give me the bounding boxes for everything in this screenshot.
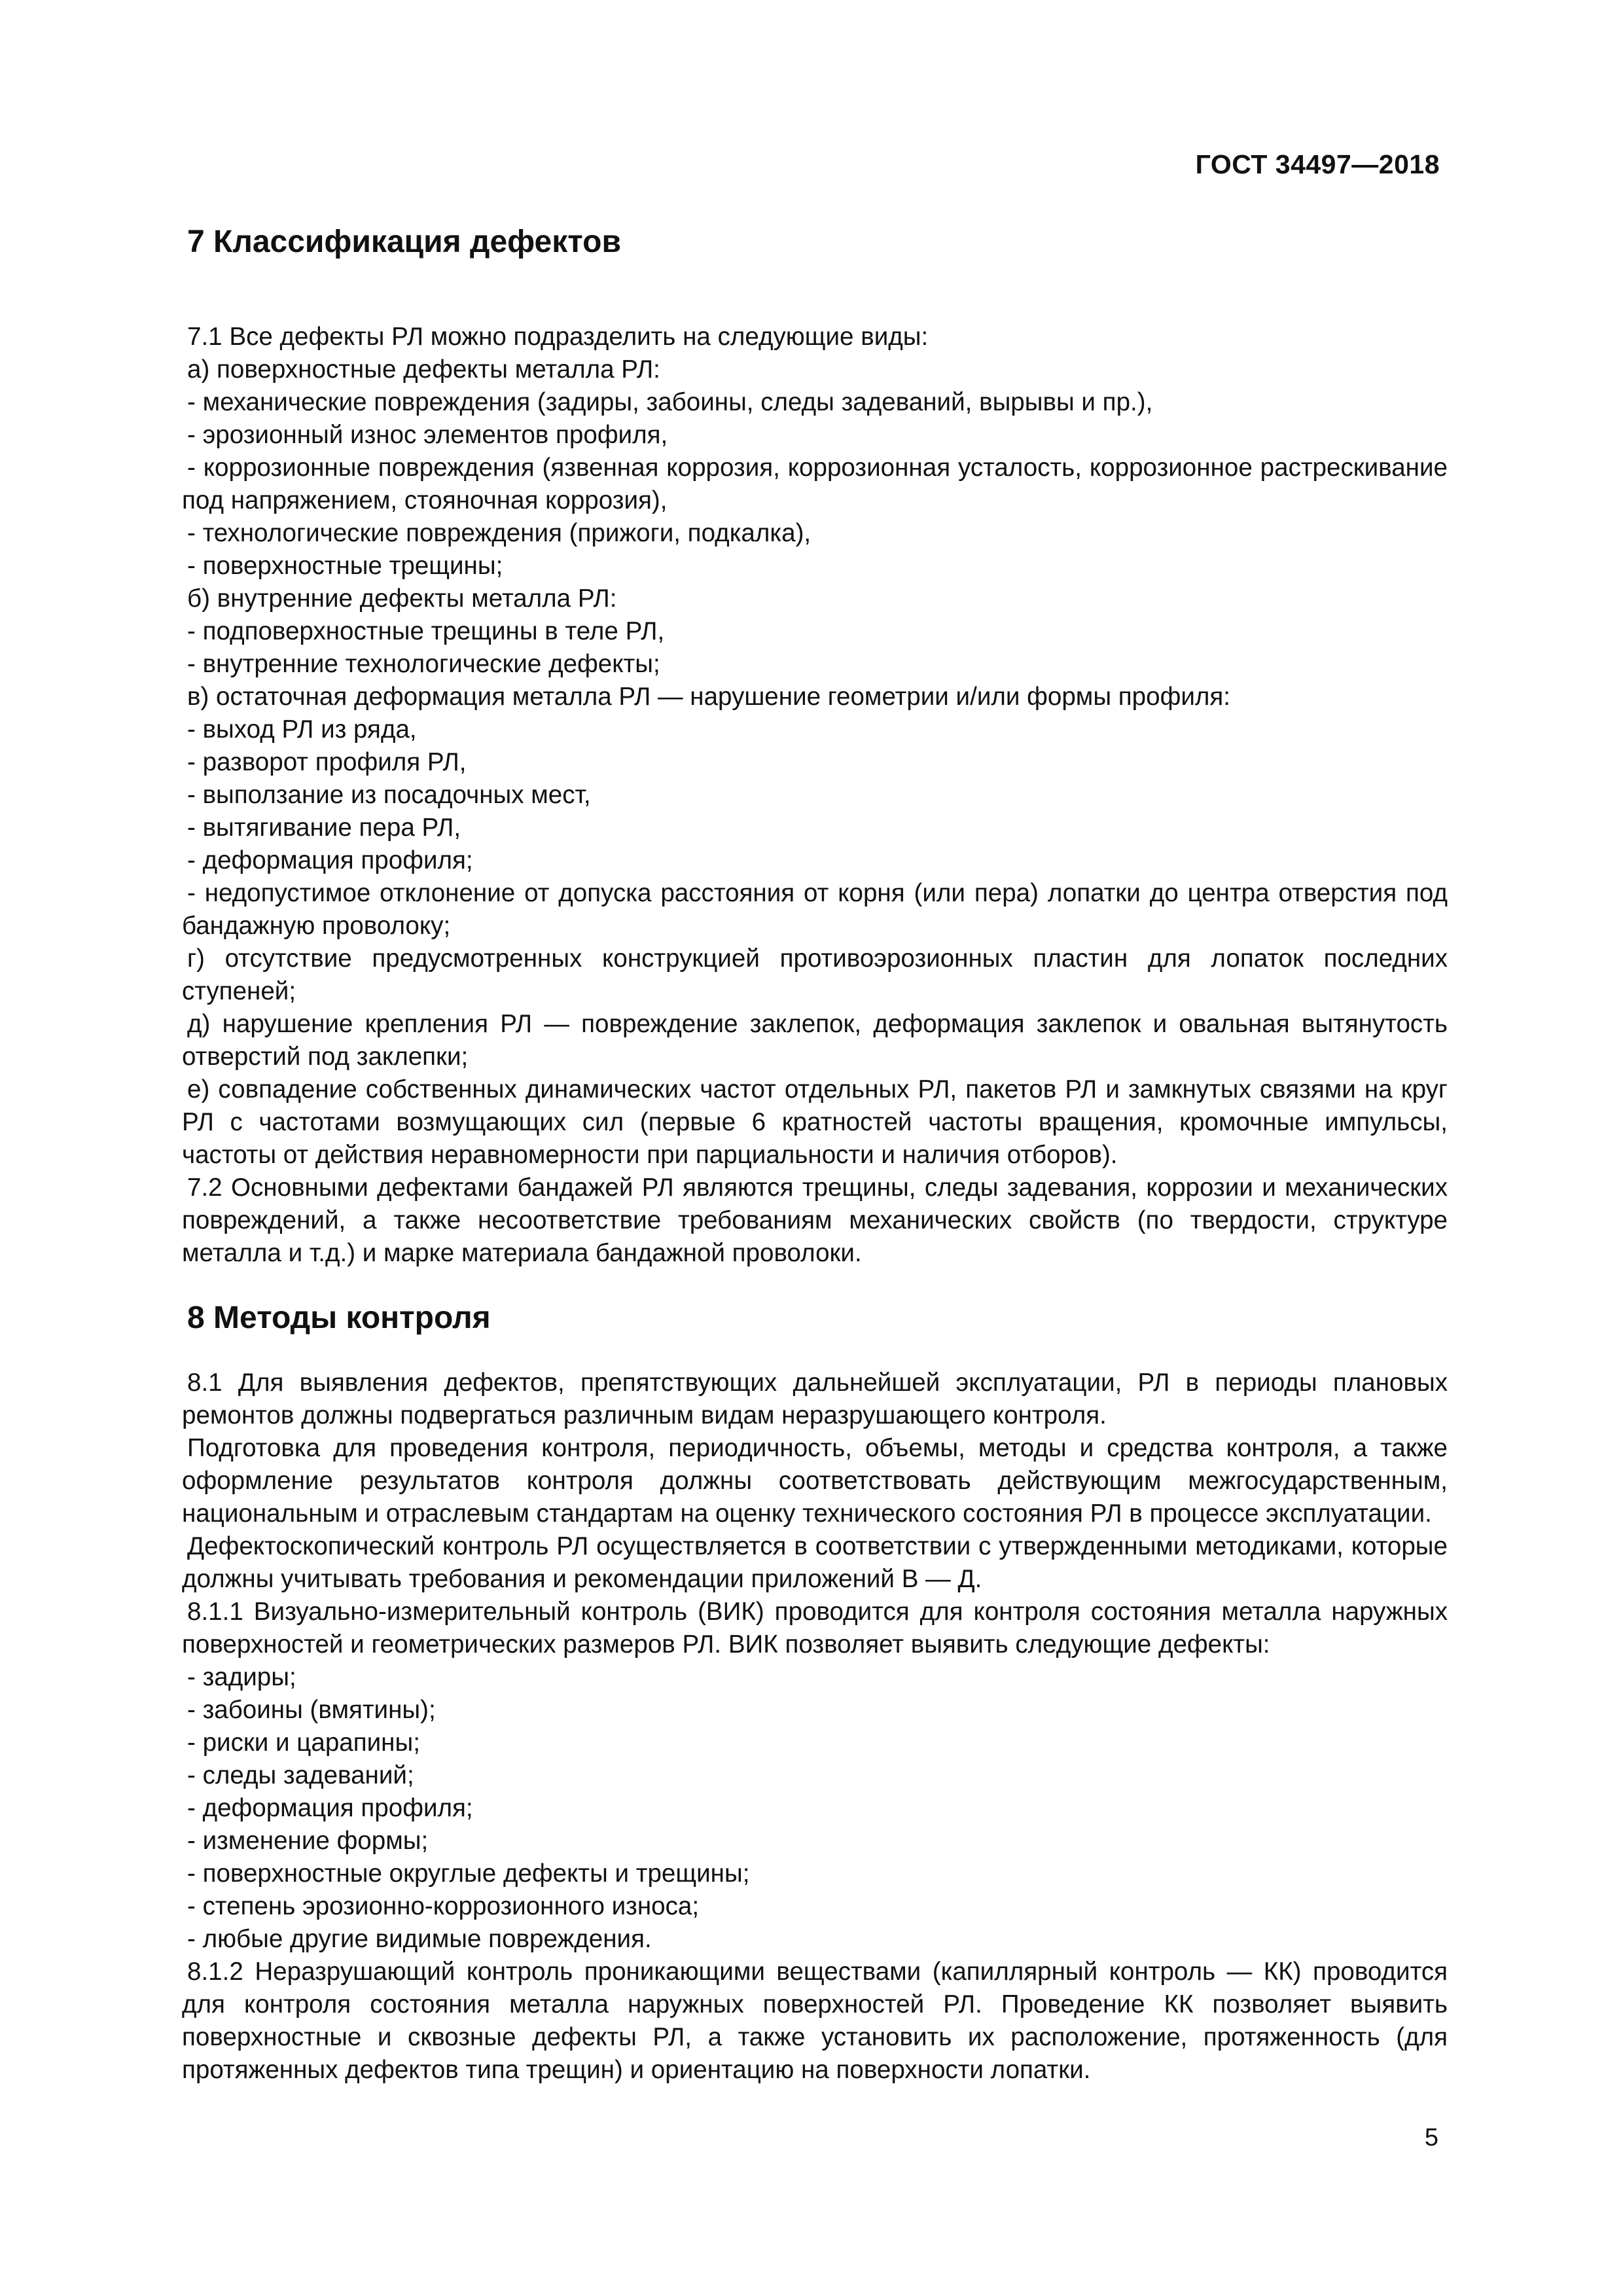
list-item-a: а) поверхностные дефекты металла РЛ: [187, 355, 660, 384]
section-7-heading: 7 Классификация дефектов [187, 224, 621, 259]
list-item: - поверхностные округлые дефекты и трещины; [187, 1859, 750, 1888]
list-item: - выползание из посадочных мест, [187, 781, 591, 809]
list-item: - эрозионный износ элементов профиля, [187, 421, 668, 449]
list-item: - риски и царапины; [187, 1729, 420, 1757]
list-item: - выход РЛ из ряда, [187, 715, 417, 744]
para-7-1: 7.1 Все дефекты РЛ можно подразделить на следующие виды: [187, 323, 929, 351]
list-item: - поверхностные трещины; [187, 552, 503, 580]
list-item: - механические повреждения (задиры, забоины, следы задеваний, вырывы и пр.), [187, 388, 1153, 416]
list-item: - деформация профиля; [187, 1794, 473, 1822]
page-number: 5 [1424, 2124, 1438, 2151]
para-preparation: Подготовка для проведения контроля, периодичность, объемы, методы и средства контроля, а также оформление результатов контроля должны соответствовать действующим межгосударственным, национальным и отраслевым стандартам на оценку технического состояния РЛ в процессе эксплуатации. [182, 1434, 1448, 1528]
standard-id: ГОСТ 34497—2018 [1195, 149, 1440, 179]
list-item: - любые другие видимые повреждения. [187, 1925, 652, 1953]
list-item: - технологические повреждения (прижоги, подкалка), [187, 519, 812, 547]
para-defectoscopy: Дефектоскопический контроль РЛ осуществляется в соответствии с утвержденными методиками, которые должны учитывать требования и рекомендации приложений В — Д. [182, 1532, 1448, 1593]
list-item: - коррозионные повреждения (язвенная коррозия, коррозионная усталость, коррозионное растрескивание под напряжением, стояночная коррозия), [182, 454, 1448, 514]
list-item: - изменение формы; [187, 1827, 429, 1855]
para-8-1: 8.1 Для выявления дефектов, препятствующих дальнейшей эксплуатации, РЛ в периоды плановых ремонтов должны подвергаться различным видам неразрушающего контроля. [182, 1369, 1448, 1429]
list-item: - разворот профиля РЛ, [187, 748, 467, 776]
list-item-e: е) совпадение собственных динамических частот отдельных РЛ, пакетов РЛ и замкнутых связями на круг РЛ с частотами возмущающих сил (первые 6 кратностей частоты вращения, кромочные импульсы, частоты от действия неравномерности при парциальности и наличия отборов). [182, 1075, 1448, 1169]
page-content [182, 223, 1448, 2087]
list-item-b: б) внутренние дефекты металла РЛ: [187, 584, 617, 613]
list-item-g: г) отсутствие предусмотренных конструкцией противоэрозионных пластин для лопаток последних ступеней; [182, 944, 1448, 1005]
list-item: - степень эрозионно-коррозионного износа; [187, 1892, 700, 1920]
list-item: - задиры; [187, 1663, 296, 1691]
list-item-v: в) остаточная деформация металла РЛ — нарушение геометрии и/или формы профиля: [187, 683, 1230, 711]
list-item: - деформация профиля; [187, 846, 473, 874]
list-item: - подповерхностные трещины в теле РЛ, [187, 617, 665, 645]
list-item: - внутренние технологические дефекты; [187, 650, 660, 678]
para-7-2: 7.2 Основными дефектами бандажей РЛ являются трещины, следы задевания, коррозии и механических повреждений, а также несоответствие требованиям механических свойств (по твердости, структуре металла и т.д.) и марке материала бандажной проволоки. [182, 1174, 1448, 1267]
section-7-body [182, 288, 1448, 1270]
list-item: - недопустимое отклонение от допуска расстояния от корня (или пера) лопатки до центра отверстия под бандажную проволоку; [182, 879, 1448, 940]
list-item: - забоины (вмятины); [187, 1696, 436, 1724]
para-8-1-1: 8.1.1 Визуально-измерительный контроль (ВИК) проводится для контроля состояния металла наружных поверхностей и геометрических размеров РЛ. ВИК позволяет выявить следующие дефекты: [182, 1598, 1448, 1659]
list-item: - следы задеваний; [187, 1761, 414, 1789]
section-8-heading: 8 Методы контроля [187, 1300, 491, 1335]
list-item-d: д) нарушение крепления РЛ — повреждение заклепок, деформация заклепок и овальная вытянутость отверстий под заклепки; [182, 1010, 1448, 1071]
para-8-1-2: 8.1.2 Неразрушающий контроль проникающими веществами (капиллярный контроль — КК) проводится для контроля состояния металла наружных поверхностей РЛ. Проведение КК позволяет выявить поверхностные и сквозные дефекты РЛ, а также установить их расположение, протяженность (для протяженных дефектов типа трещин) и ориентацию на поверхности лопатки. [182, 1958, 1448, 2084]
list-item: - вытягивание пера РЛ, [187, 814, 461, 842]
section-8-body [182, 1367, 1448, 2087]
